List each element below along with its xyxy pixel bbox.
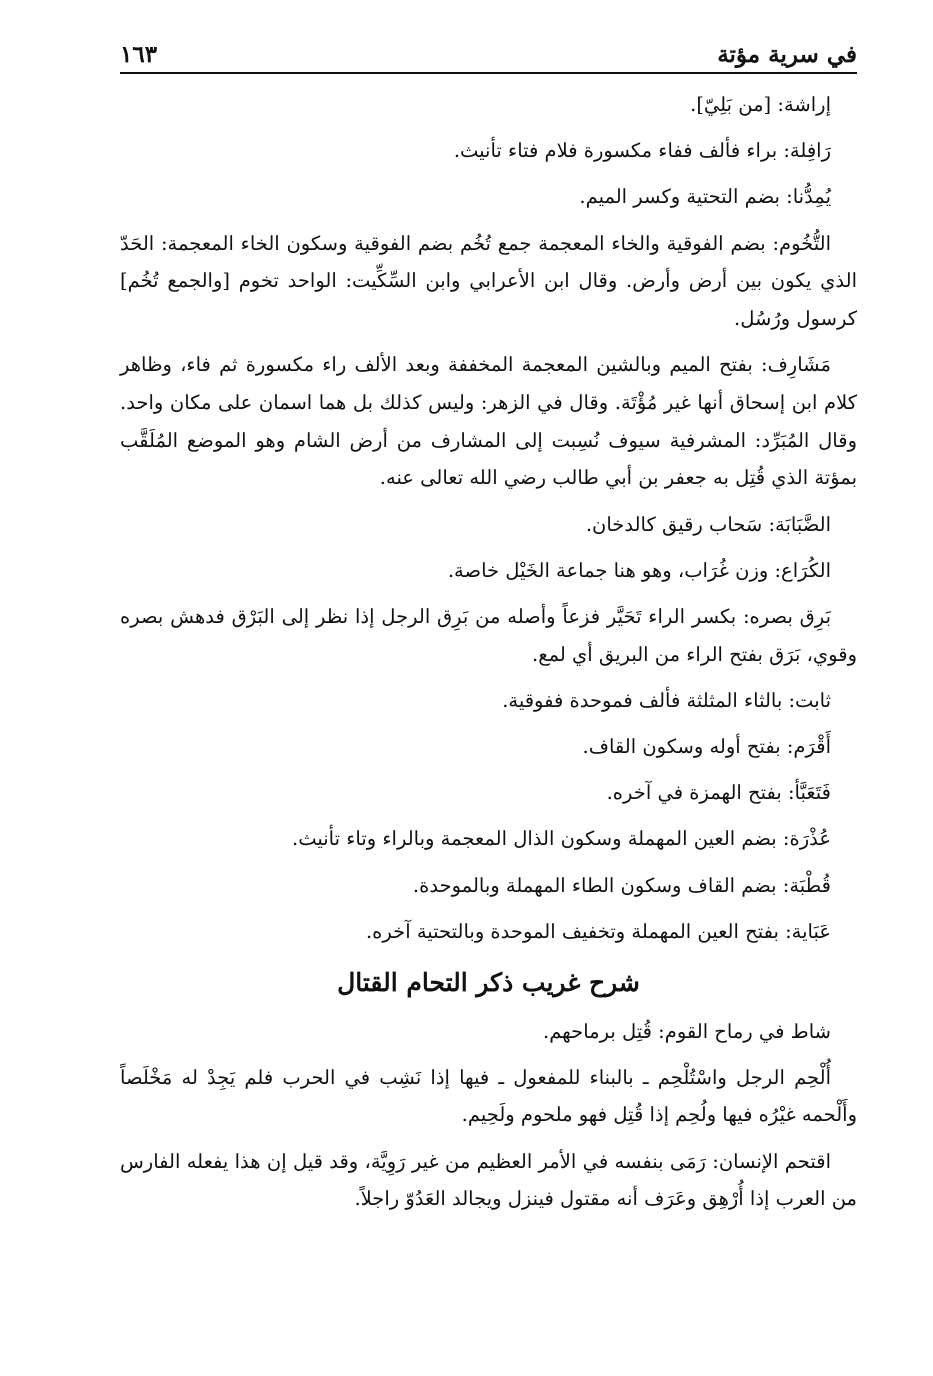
glossary-term: إراشة: [777,93,831,116]
glossary-definition: بضم التحتية وكسر الميم. [579,185,787,209]
glossary-entry [120,86,857,124]
glossary-definition: قُتِل برماحهم. [543,1019,659,1043]
glossary-entry [120,728,857,766]
glossary-definition: وزن غُرَاب، وهو هنا جماعة الخَيْل خاصة. [447,558,775,582]
glossary-entry [120,1013,857,1051]
glossary-definition: براء فألف ففاء مكسورة فلام فتاء تأنيث. [453,139,784,163]
glossary-term: قُطْبَة: [782,873,831,897]
glossary-term: ثابت: [788,688,831,712]
glossary-term: فَتَعَبَّأ: [787,781,831,805]
glossary-definition: بفتح الهمزة في آخره. [606,781,788,805]
glossary-entry [120,682,857,720]
glossary-entry [120,1059,857,1134]
glossary-entry [120,346,857,497]
glossary-term: رَافِلة: [783,139,831,163]
glossary-term: الضَّبَابَة: [768,512,831,536]
glossary-term: الكُرَاع: [774,558,831,582]
glossary-term: أُلْحِم الرجل واسْتُلْحِم [657,1065,831,1089]
glossary-definition: ـ بالبناء للمفعول ـ فيها إذا نَشِب في الحرب فلم يَجِدْ له مَخْلَصاً وأَلْحمه غيْرُه فيها ولُحِم إذا قُتِل فهو ملحوم ولَحِيم. [120,1065,857,1127]
glossary-entry [120,820,857,858]
glossary-term: بَرِق بصره: [742,604,831,628]
glossary-term: عُذْرَة: [782,827,831,851]
section-heading: شرح غريب ذكر التحام القتال [337,967,640,997]
glossary-entry [120,506,857,544]
glossary-definition: بفتح أوله وسكون القاف. [582,735,787,759]
glossary-term: التُّخُوم: [772,231,831,255]
glossary-entry [120,178,857,216]
glossary-definition: بالثاء المثلثة فألف فموحدة ففوقية. [502,688,789,712]
glossary-definition: بفتح الميم وبالشين المعجمة المخففة وبعد الألف راء مكسورة ثم فاء، وظاهر كلام ابن إسحاق أنها غير مُؤْتَة. وقال في الزهر: وليس كذلك بل هما اسمان على مكان واحد. وقال المُبَرِّد: المشرفية سيوف نُسِبت إلى المشارف من أرض الشام وهو الموضع المُلَقَّب بمؤتة الذي قُتِل به جعفر بن أبي طالب رضي الله تعالى عنه. [120,353,857,490]
glossary-term: شاط في رماح القوم: [658,1019,831,1043]
glossary-entry [120,867,857,905]
glossary-definition: سَحاب رقيق كالدخان. [585,512,769,536]
glossary-entry [120,552,857,590]
glossary-entry [120,1143,857,1218]
glossary-definition: [من بَلِيّ]. [690,93,778,116]
glossary-entry [120,774,857,812]
glossary-definition: بضم الفوقية والخاء المعجمة جمع تُخُم بضم الفوقية وسكون الخاء المعجمة: الحَدّ الذي يكون بين أرض وأرض. وقال ابن الأعرابي وابن السِّكِّيت: الواحد تخوم [والجمع تُخُم] كرسول ورُسُل. [120,231,857,331]
glossary-entry [120,225,857,338]
glossary-definition: رَمَى بنفسه في الأمر العظيم من غير رَوِيَّة، وقد قيل إن هذا يفعله الفارس من العرب إذا أُرْهِق وعَرَف أنه مقتول فينزل ويجالد العَدُوّ راجلاً. [120,1149,857,1211]
glossary-term: أَقْرَم: [786,735,831,759]
glossary-term: اقتحم الإنسان: [712,1149,831,1173]
page-number: ١٦٣ [120,41,158,68]
glossary-term: يُمِدُّنا: [786,185,831,209]
glossary-definition: بفتح العين المهملة وتخفيف الموحدة وبالتحتية آخره. [365,919,786,943]
glossary-part-1 [120,86,857,951]
glossary-part-2 [120,1013,857,1219]
glossary-entry [120,598,857,673]
glossary-entry [120,132,857,170]
body-text [120,86,857,1227]
glossary-entry [120,913,857,951]
glossary-definition: بضم العين المهملة وسكون الذال المعجمة وبالراء وتاء تأنيث. [292,827,783,851]
glossary-definition: بكسر الراء تَحَيَّر فزعاً وأصله من بَرِق الرجل إذا نظر إلى البَرْق فدهش بصره وقوي، بَرَق بفتح الراء من البريق أي لمع. [120,604,857,666]
glossary-term: عَبَاية: [785,919,831,943]
glossary-definition: بضم القاف وسكون الطاء المهملة وبالموحدة. [412,873,783,897]
glossary-term: مَشَارِف: [761,353,831,377]
header-title: في سرية مؤتة [717,41,857,68]
running-header [120,30,857,74]
